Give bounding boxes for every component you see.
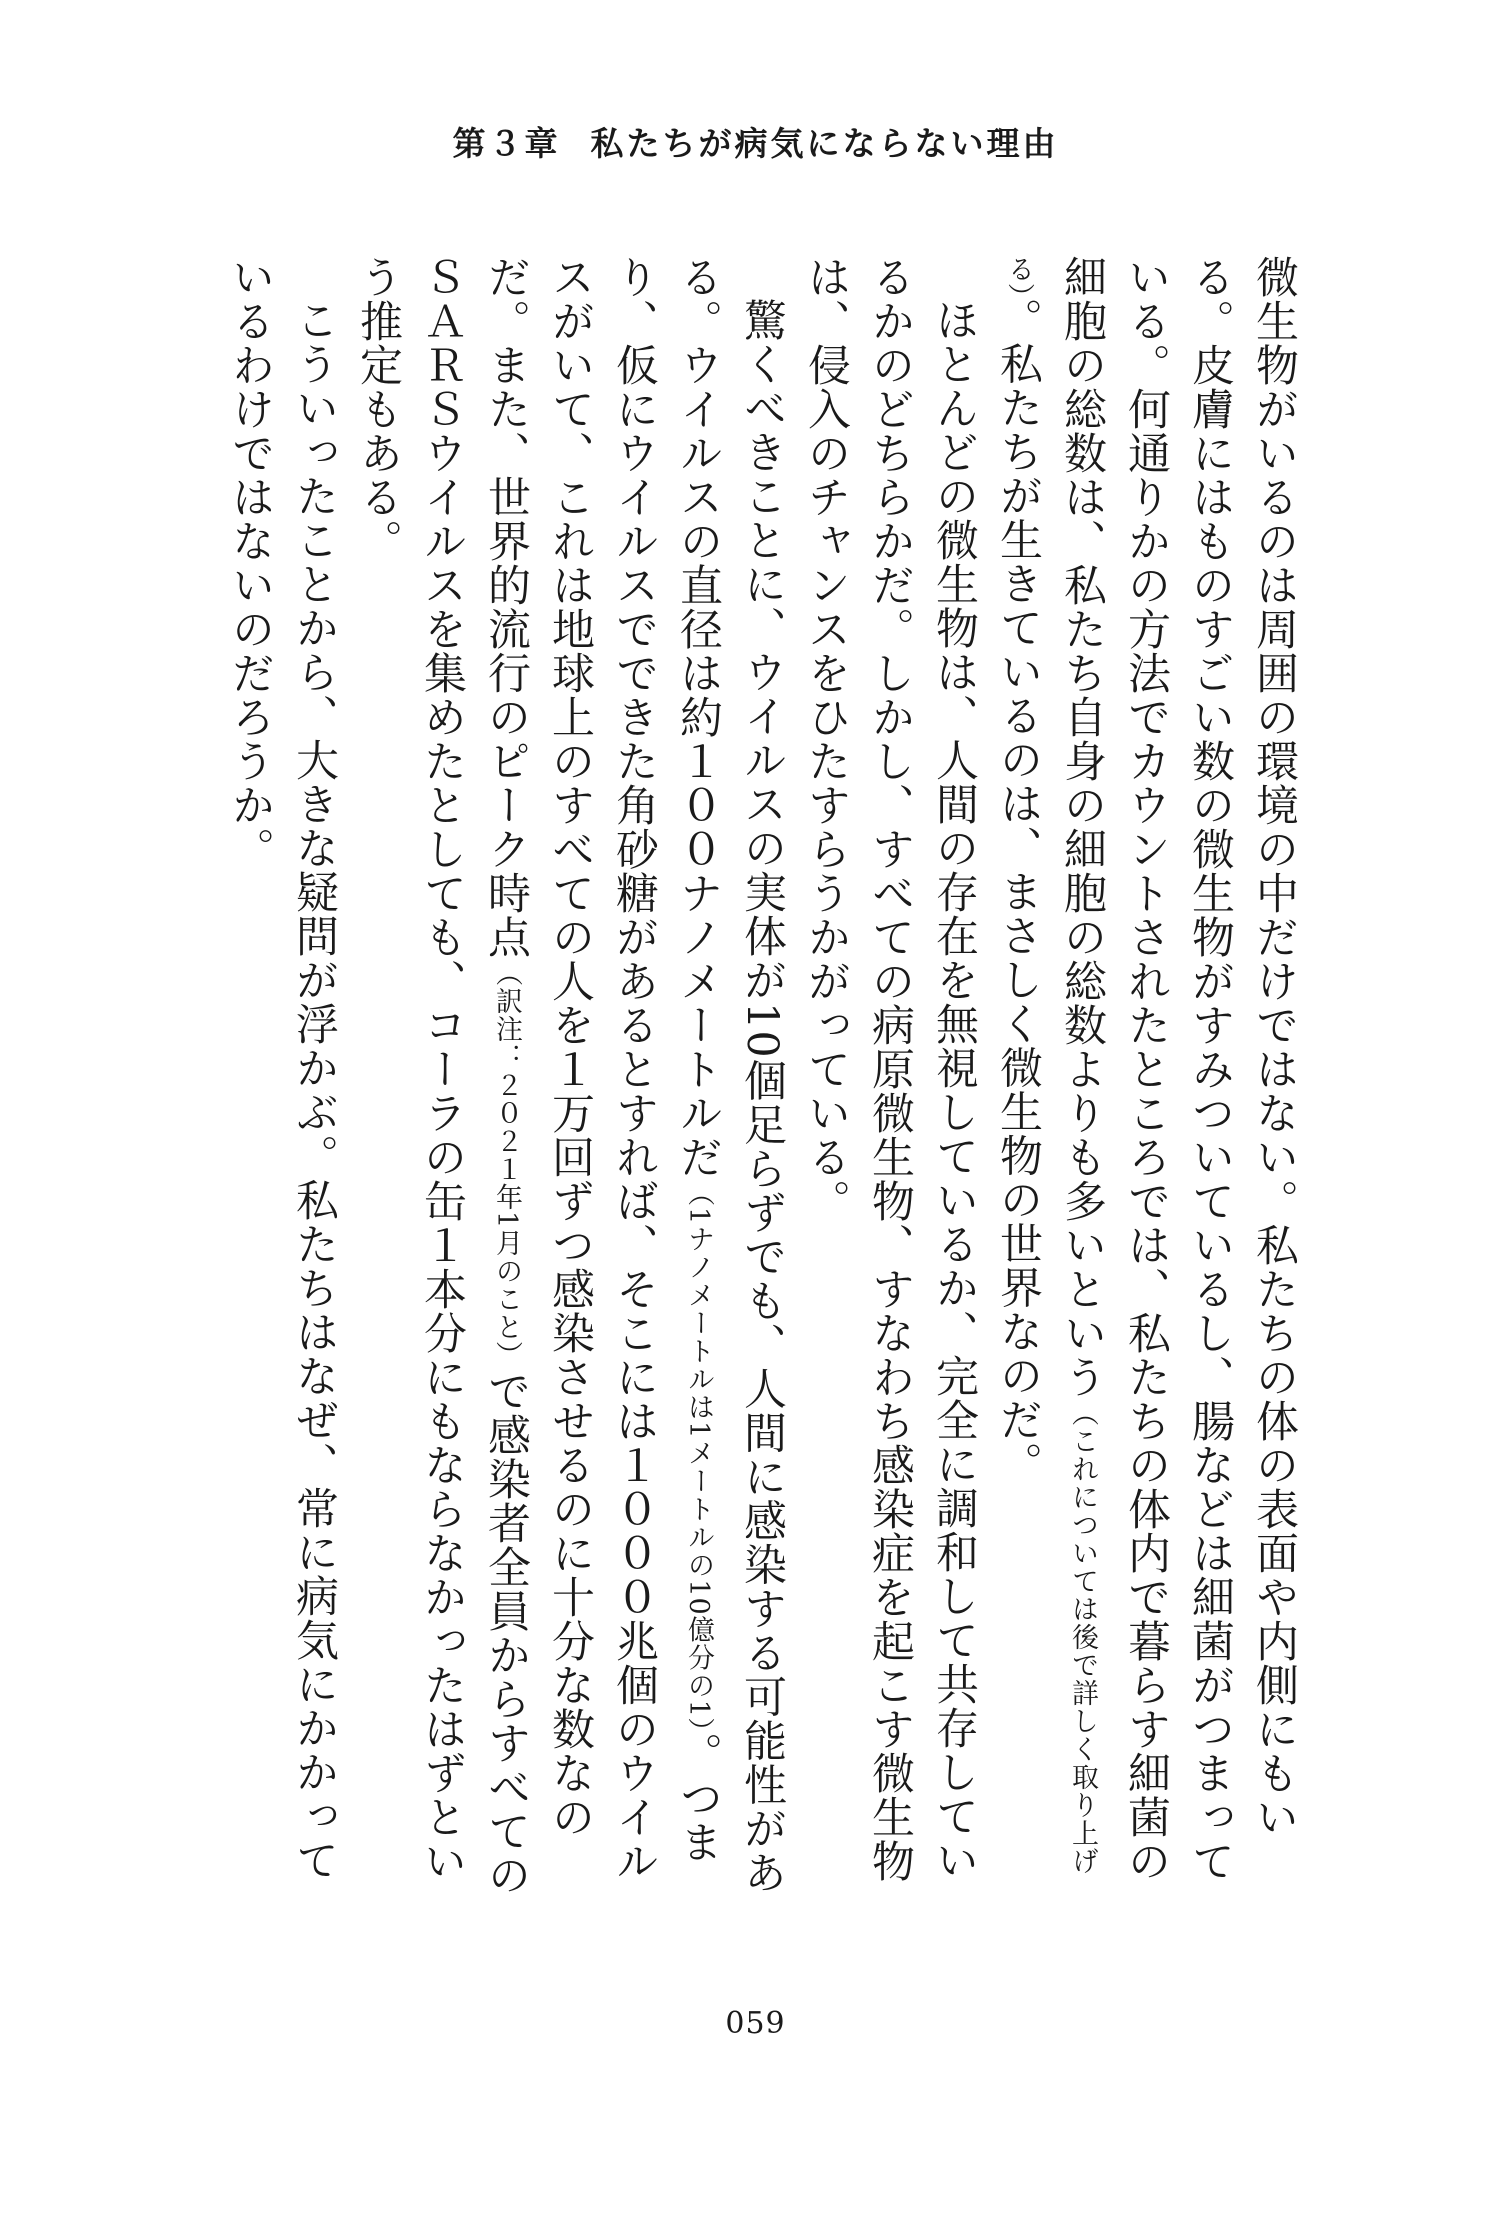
inline-note: （これについては後で詳しく取り上げる） (1003, 255, 1098, 1875)
paragraph-text: 驚くべきことに、ウイルスの実体が10個足らずでも、人間に感染する可能性がある。ウイルスの直径は約１００ナノメートルだ (673, 255, 787, 1895)
paragraph-text: 。私たちが生きているのは、まさしく微生物の世界なのだ。 (993, 297, 1043, 1486)
chapter-title: 私たちが病気にならない理由 (590, 124, 1059, 163)
paragraph-text: 微生物がいるのは周囲の環境の中だけではない。私たちの体の表面や内側にもいる。皮膚にはものすごい数の微生物がすみついているし、腸などは細菌がつまっている。何通りかの方法でカウントされたところでは、私たちの体内で暮らす細菌の細胞の総数は、私たち自身の細胞の総数よりも多いという (1057, 255, 1299, 1883)
inline-note: （訳注：２０２１年1月のこと） (491, 959, 522, 1370)
paragraph (346, 255, 794, 1915)
chapter-header (0, 118, 1511, 165)
paragraph-text: ほとんどの微生物は、人間の存在を無視しているか、完全に調和して共存しているかのどちらかだ。しかし、すべての病原微生物、すなわち感染症を起こす微生物は、侵入のチャンスをひたすらうかがっている。 (801, 255, 979, 1883)
page-number: 059 (725, 2006, 786, 2041)
paragraph-text: こういったことから、大きな疑問が浮かぶ。私たちはなぜ、常に病気にかかっているわけではないのだろうか。 (225, 255, 339, 1882)
paragraph-text: 。つまり、仮にウイルスでできた角砂糖があるとすれば、そこには１０００兆個のウイルスがいて、これは地球上のすべての人を１万回ずつ感染させるのに十分な数なのだ。また、世界的流行のピーク時点 (481, 255, 723, 1883)
body-text (176, 255, 1306, 1915)
chapter-number: 第３章 (452, 124, 561, 163)
inline-note: （1ナノメートルは1メートルの10億分の1） (683, 1179, 714, 1733)
paragraph-text: で感染者全員からすべてのＳＡＲＳウイルスを集めたとしても、コーラの缶１本分にもならなかったはずという推定もある。 (353, 255, 531, 1898)
paragraph (218, 255, 346, 1915)
paragraph (986, 255, 1306, 1915)
paragraph (794, 255, 986, 1915)
